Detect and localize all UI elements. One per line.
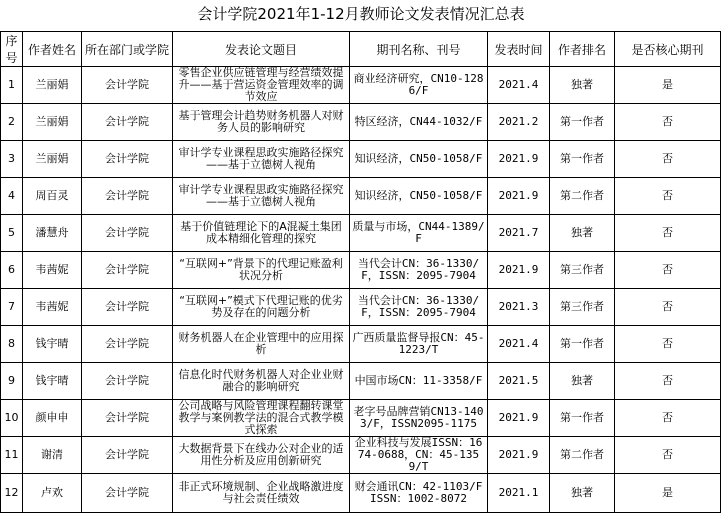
cell-rank[interactable]: 第一作者 <box>550 400 615 437</box>
cell-date[interactable]: 2021.3 <box>488 289 550 326</box>
paper-table <box>0 31 721 513</box>
cell-seq[interactable]: 5 <box>1 215 23 252</box>
cell-name[interactable]: 周百灵 <box>23 178 82 215</box>
cell-name[interactable]: 颜申申 <box>23 400 82 437</box>
table-row <box>1 141 721 178</box>
col-header-dept: 所在部门或学院 <box>82 32 173 67</box>
cell-seq[interactable]: 2 <box>1 104 23 141</box>
cell-dept[interactable]: 会计学院 <box>82 141 173 178</box>
table-row <box>1 215 721 252</box>
table-row <box>1 252 721 289</box>
table-row <box>1 326 721 363</box>
col-header-topic: 发表论文题目 <box>173 32 350 67</box>
cell-dept[interactable]: 会计学院 <box>82 437 173 474</box>
cell-dept[interactable]: 会计学院 <box>82 400 173 437</box>
cell-seq[interactable]: 8 <box>1 326 23 363</box>
table-row <box>1 437 721 474</box>
cell-name[interactable]: 兰丽娟 <box>23 67 82 104</box>
cell-journal[interactable]: 财会通讯CN：42-1103/F ISSN：1002-8072 <box>350 474 488 513</box>
cell-name[interactable]: 韦茜妮 <box>23 289 82 326</box>
cell-core[interactable]: 否 <box>615 437 721 474</box>
cell-name[interactable]: 潘慧舟 <box>23 215 82 252</box>
table-row <box>1 474 721 513</box>
cell-date[interactable]: 2021.9 <box>488 437 550 474</box>
cell-rank[interactable]: 第一作者 <box>550 104 615 141</box>
col-header-date: 发表时间 <box>488 32 550 67</box>
cell-dept[interactable]: 会计学院 <box>82 215 173 252</box>
table-row <box>1 363 721 400</box>
cell-topic[interactable]: 基于价值链理论下的A混凝土集团成本精细化管理的探究 <box>173 215 350 252</box>
cell-core[interactable]: 否 <box>615 252 721 289</box>
cell-journal[interactable]: 质量与市场，CN44-1389/F <box>350 215 488 252</box>
header-row <box>1 32 721 67</box>
table-row <box>1 104 721 141</box>
cell-core[interactable]: 否 <box>615 400 721 437</box>
cell-seq[interactable]: 10 <box>1 400 23 437</box>
cell-rank[interactable]: 独著 <box>550 474 615 513</box>
cell-name[interactable]: 韦茜妮 <box>23 252 82 289</box>
cell-name[interactable]: 钱宇晴 <box>23 363 82 400</box>
col-header-name: 作者姓名 <box>23 32 82 67</box>
cell-topic[interactable]: 财务机器人在企业管理中的应用探析 <box>173 326 350 363</box>
cell-journal[interactable]: 知识经济，CN50-1058/F <box>350 178 488 215</box>
cell-date[interactable]: 2021.4 <box>488 67 550 104</box>
col-header-rank: 作者排名 <box>550 32 615 67</box>
cell-rank[interactable]: 独著 <box>550 363 615 400</box>
cell-date[interactable]: 2021.9 <box>488 252 550 289</box>
cell-dept[interactable]: 会计学院 <box>82 289 173 326</box>
cell-rank[interactable]: 第二作者 <box>550 437 615 474</box>
cell-journal[interactable]: 知识经济，CN50-1058/F <box>350 141 488 178</box>
cell-rank[interactable]: 第一作者 <box>550 326 615 363</box>
cell-topic[interactable]: 非正式环境规制、企业战略激进度与社会责任绩效 <box>173 474 350 513</box>
cell-topic[interactable]: “互联网+”背景下的代理记账盈利状况分析 <box>173 252 350 289</box>
cell-seq[interactable]: 7 <box>1 289 23 326</box>
cell-journal[interactable]: 老字号品牌营销CN13-1403/F，ISSN2095-1175 <box>350 400 488 437</box>
cell-core[interactable]: 否 <box>615 104 721 141</box>
cell-name[interactable]: 谢清 <box>23 437 82 474</box>
cell-date[interactable]: 2021.7 <box>488 215 550 252</box>
cell-dept[interactable]: 会计学院 <box>82 363 173 400</box>
table-row <box>1 400 721 437</box>
cell-core[interactable]: 是 <box>615 474 721 513</box>
cell-dept[interactable]: 会计学院 <box>82 326 173 363</box>
cell-seq[interactable]: 11 <box>1 437 23 474</box>
table-row <box>1 289 721 326</box>
cell-date[interactable]: 2021.2 <box>488 104 550 141</box>
cell-seq[interactable]: 9 <box>1 363 23 400</box>
cell-dept[interactable]: 会计学院 <box>82 67 173 104</box>
cell-journal[interactable]: 企业科技与发展ISSN：1674-0688，CN：45-1359/T <box>350 437 488 474</box>
cell-journal[interactable]: 当代会计CN：36-1330/F，ISSN：2095-7904 <box>350 289 488 326</box>
cell-rank[interactable]: 第二作者 <box>550 178 615 215</box>
cell-topic[interactable]: “互联网+”模式下代理记账的优劣势及存在的问题分析 <box>173 289 350 326</box>
cell-topic[interactable]: 大数据背景下在线办公对企业的适用性分析及应用创新研究 <box>173 437 350 474</box>
cell-journal[interactable]: 广西质量监督导报CN：45-1223/T <box>350 326 488 363</box>
cell-seq[interactable]: 3 <box>1 141 23 178</box>
table-row <box>1 67 721 104</box>
cell-date[interactable]: 2021.9 <box>488 178 550 215</box>
page-title: 会计学院2021年1-12月教师论文发表情况汇总表 <box>197 5 525 23</box>
cell-topic[interactable]: 信息化时代财务机器人对企业业财融合的影响研究 <box>173 363 350 400</box>
cell-core[interactable]: 否 <box>615 141 721 178</box>
cell-journal[interactable]: 当代会计CN：36-1330/F，ISSN：2095-7904 <box>350 252 488 289</box>
cell-name[interactable]: 兰丽娟 <box>23 141 82 178</box>
cell-name[interactable]: 兰丽娟 <box>23 104 82 141</box>
cell-seq[interactable]: 12 <box>1 474 23 513</box>
col-header-core: 是否核心期刊 <box>615 32 721 67</box>
cell-seq[interactable]: 6 <box>1 252 23 289</box>
cell-journal[interactable]: 特区经济，CN44-1032/F <box>350 104 488 141</box>
cell-rank[interactable]: 第三作者 <box>550 252 615 289</box>
cell-topic[interactable]: 审计学专业课程思政实施路径探究——基于立德树人视角 <box>173 178 350 215</box>
cell-rank[interactable]: 独著 <box>550 67 615 104</box>
cell-core[interactable]: 否 <box>615 289 721 326</box>
cell-core[interactable]: 否 <box>615 215 721 252</box>
cell-date[interactable]: 2021.9 <box>488 141 550 178</box>
cell-journal[interactable]: 商业经济研究，CN10-1286/F <box>350 67 488 104</box>
cell-dept[interactable]: 会计学院 <box>82 104 173 141</box>
cell-date[interactable]: 2021.5 <box>488 363 550 400</box>
cell-core[interactable]: 否 <box>615 363 721 400</box>
cell-name[interactable]: 卢欢 <box>23 474 82 513</box>
cell-journal[interactable]: 中国市场CN：11-3358/F <box>350 363 488 400</box>
cell-date[interactable]: 2021.1 <box>488 474 550 513</box>
cell-topic[interactable]: 基于管理会计趋势财务机器人对财务人员的影响研究 <box>173 104 350 141</box>
cell-core[interactable]: 否 <box>615 178 721 215</box>
cell-core[interactable]: 否 <box>615 326 721 363</box>
cell-seq[interactable]: 4 <box>1 178 23 215</box>
col-header-journal: 期刊名称、刊号 <box>350 32 488 67</box>
cell-rank[interactable]: 第三作者 <box>550 289 615 326</box>
cell-seq[interactable]: 1 <box>1 67 23 104</box>
col-header-seq: 序号 <box>1 32 23 67</box>
cell-rank[interactable]: 第一作者 <box>550 141 615 178</box>
cell-core[interactable]: 是 <box>615 67 721 104</box>
cell-dept[interactable]: 会计学院 <box>82 252 173 289</box>
cell-dept[interactable]: 会计学院 <box>82 178 173 215</box>
cell-rank[interactable]: 独著 <box>550 215 615 252</box>
cell-topic[interactable]: 公司战略与风险管理课程翻转课堂教学与案例教学法的混合式教学模式探索 <box>173 400 350 437</box>
cell-date[interactable]: 2021.9 <box>488 400 550 437</box>
cell-topic[interactable]: 零售企业供应链管理与经营绩效提升——基于营运资金管理效率的调节效应 <box>173 67 350 104</box>
cell-date[interactable]: 2021.4 <box>488 326 550 363</box>
table-row <box>1 178 721 215</box>
cell-topic[interactable]: 审计学专业课程思政实施路径探究——基于立德树人视角 <box>173 141 350 178</box>
cell-name[interactable]: 钱宇晴 <box>23 326 82 363</box>
cell-dept[interactable]: 会计学院 <box>82 474 173 513</box>
